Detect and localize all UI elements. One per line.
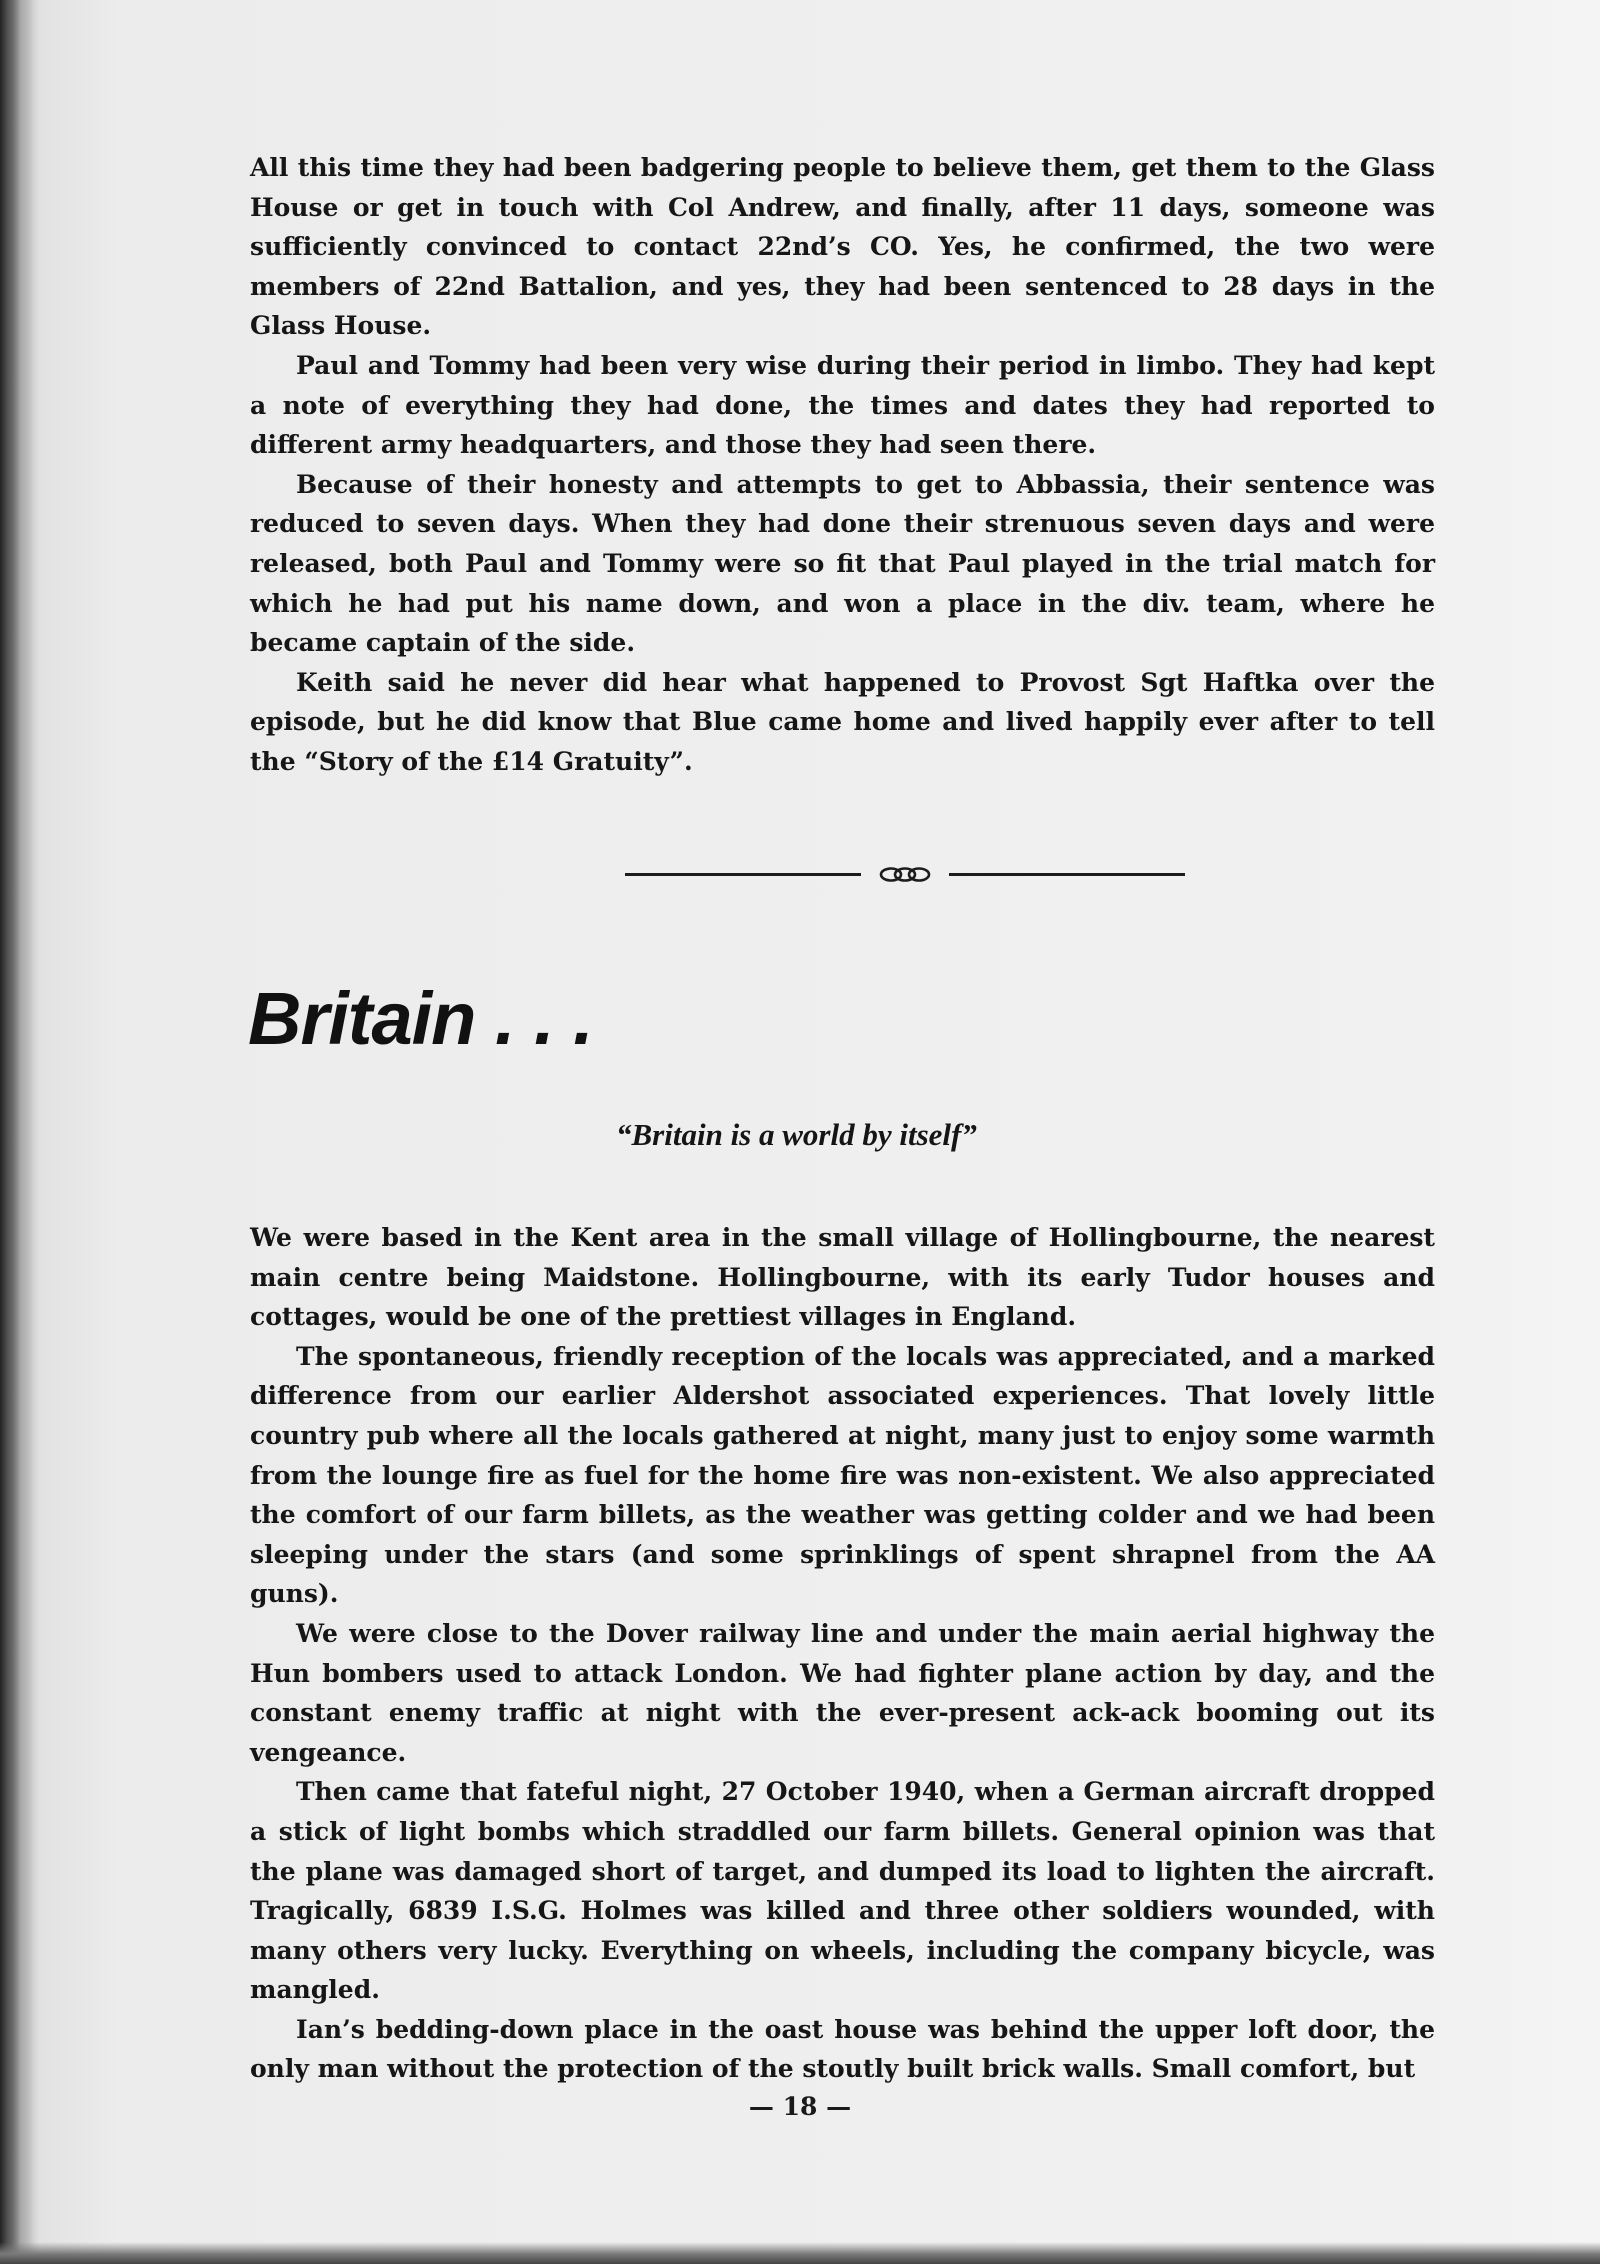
paragraph: Then came that fateful night, 27 October 1940, when a German aircraft dropped a stick of light bombs which straddled our farm billets. General opinion was that the plane was damaged short of target, and dumped its load to lighten the aircraft. Tragically, 6839 I.S.G. Holmes was killed and three other soldiers wounded, with many others very lucky. Everything on wheels, including the company bicycle, was mangled. [250,1777,1435,2005]
page-number: — 18 — [748,2092,852,2121]
section-divider [625,864,1185,884]
paragraph: Paul and Tommy had been very wise during their period in limbo. They had kept a note of everything they had done, the times and dates they had reported to different army headquarters, and those they had seen there. [250,350,1435,460]
divider-line-right [949,873,1185,876]
paragraph: We were close to the Dover railway line and under the main aerial highway the Hun bombers used to attack London. We had fighter plane action by day, and the constant enemy traffic at night with the ever-present ack-ack booming out its vengeance. [250,1618,1435,1767]
divider-line-left [625,873,861,876]
paragraph: We were based in the Kent area in the small village of Hollingbourne, the nearest main centre being Maidstone. Hollingbourne, with its early Tudor houses and cottages, would be one of the prettiest villages in England. [250,1223,1435,1332]
book-spine-shadow [0,0,34,2264]
section2-body [250,1218,1435,2089]
paragraph: All this time they had been badgering people to believe them, get them to the Glass House or get in touch with Col Andrew, and finally, after 11 days, someone was sufficiently convinced to contact 22nd’s CO. Yes, he confirmed, the two were members of 22nd Battalion, and yes, they had been sentenced to 28 days in the Glass House. [250,153,1435,341]
paragraph: Keith said he never did hear what happened to Provost Sgt Haftka over the episode, but he did know that Blue came home and lived happily ever after to tell the “Story of the £14 Gratuity”. [250,667,1435,776]
page-bottom-edge [0,2242,1600,2264]
paragraph: Ian’s bedding-down place in the oast house was behind the upper loft door, the only man without the protection of the stoutly built brick walls. Small comfort, but [250,2014,1435,2084]
chapter-epigraph: “Britain is a world by itself” [616,1117,977,1152]
divider-ornament-icon [861,864,949,884]
paragraph: The spontaneous, friendly reception of the locals was appreciated, and a marked difference from our earlier Aldershot associated experiences. That lovely little country pub where all the locals gathered at night, many just to enjoy some warmth from the lounge fire as fuel for the home fire was non-existent. We also appreciated the comfort of our farm billets, as the weather was getting colder and we had been sleeping under the stars (and some sprinklings of spent shrapnel from the AA guns). [250,1341,1435,1609]
section1-body [250,148,1435,782]
paragraph: Because of their honesty and attempts to get to Abbassia, their sentence was reduced to seven days. When they had done their strenuous seven days and were released, both Paul and Tommy were so fit that Paul played in the trial match for which he had put his name down, and won a place in the div. team, where he became captain of the side. [250,469,1435,658]
chapter-heading: Britain . . . [248,977,593,1060]
